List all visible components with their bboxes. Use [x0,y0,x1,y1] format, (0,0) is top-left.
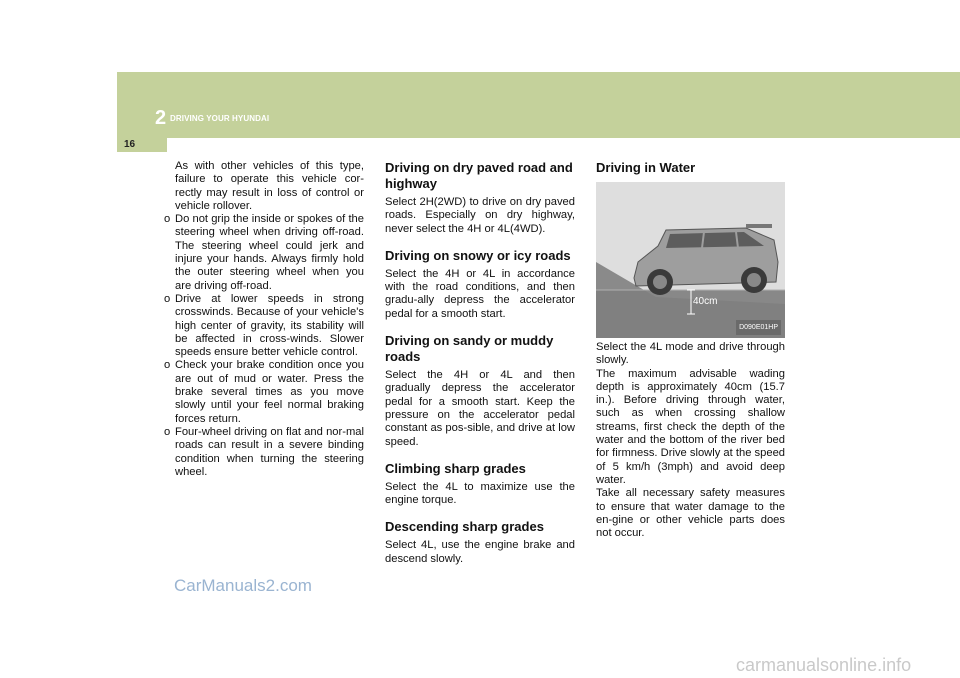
column-1 [164,160,364,479]
suv-in-water-illustration [596,182,785,338]
section-text: Select the 4H or 4L in accordance with the road conditions, and then gradu-ally depress the accelerator pedal for a smooth start. [385,267,575,320]
water-paragraph: Select the 4L mode and drive through slowly. [596,341,785,367]
bullet-marker: o [164,213,171,226]
section-text: Select the 4L to maximize use the engine torque. [385,480,575,507]
section-text: Select 2H(2WD) to drive on dry paved roads. Especially on dry highway, never select the 4H or 4L(4WD). [385,196,575,235]
bullet-item [164,426,364,479]
water-paragraph: The maximum advisable wading depth is approximately 40cm (15.7 in.). Before driving through water, such as when crossing shallow streams, first check the depth of the water and the bottom of the river bed for firmness. Drive slowly at the speed of 5 km/h (3mph) and avoid deep water. [596,367,786,486]
section-descending [385,519,575,566]
bullet-marker: o [164,359,171,372]
figure-code: D090E01HP [736,320,781,335]
section-sandy-road [385,333,575,449]
bullet-list [164,213,364,479]
bullet-marker: o [164,425,171,438]
page-number: 16 [124,139,136,150]
column-3 [596,160,785,540]
footer-watermark: carmanualsonline.info [736,655,912,675]
chapter-title: DRIVING YOUR HYUNDAI [170,114,270,123]
section-heading: Driving in Water [596,160,696,175]
bullet-text: Do not grip the inside or spokes of the steering wheel when driving off-road. The steering wheel could jerk and injure your hands. Always firmly hold the outer steering wheel when you are driving off-road. [175,213,364,292]
section-snowy-road [385,248,575,321]
section-text: Select 4L, use the engine brake and descend slowly. [385,539,575,565]
intro-paragraph: As with other vehicles of this type, failure to operate this vehicle cor-rectly may result in loss of control or vehicle rollover. [175,160,364,212]
section-climbing [385,461,575,508]
header-band [117,72,960,138]
section-heading: Driving on sandy or muddy roads [385,333,554,365]
water-paragraph: Take all necessary safety measures to ensure that water damage to the en-gine or other vehicle parts does not occur. [596,487,785,540]
bullet-item [164,213,364,293]
bullet-marker: o [164,292,171,305]
watermark-link[interactable]: CarManuals2.com [174,576,312,595]
section-heading: Driving on dry paved road and highway [385,160,573,191]
chapter-number: 2 [155,107,167,129]
section-heading: Climbing sharp grades [385,460,526,476]
bullet-item [164,293,364,359]
depth-label: 40cm [693,296,718,307]
bullet-text: Check your brake condition once you are out of mud or water. Press the brake several times as you move slowly until your feel normal braking forces return. [175,359,364,425]
section-dry-road [385,160,575,236]
wading-figure [596,182,785,338]
column-2 [385,160,575,578]
bullet-text: Drive at lower speeds in strong crosswinds. Because of your vehicle's high center of gravity, its stability will be affected in cross-winds. Slower speeds ensure better vehicle control. [175,292,364,359]
bullet-text: Four-wheel driving on flat and nor-mal roads can result in a severe binding condition when turning the steering wheel. [175,425,364,478]
section-heading: Descending sharp grades [385,519,544,535]
section-heading: Driving on snowy or icy roads [385,247,571,263]
bullet-item [164,359,364,425]
section-text: Select the 4H or 4L and then gradually depress the accelerator pedal for a smooth start. Keep the pressure on the accelerator pedal constant as pos-sible, and drive at low speed. [385,369,575,448]
